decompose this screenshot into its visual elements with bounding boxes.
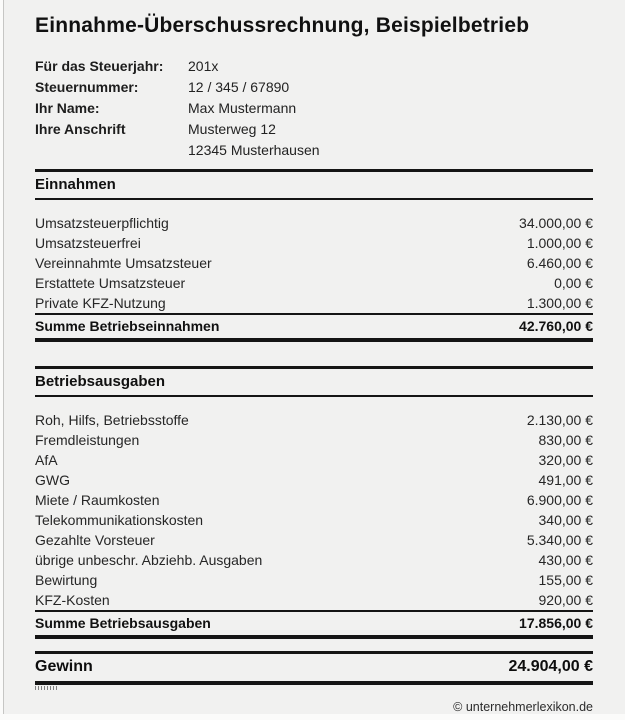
income-row-amount: 0,00 € <box>554 275 593 291</box>
bottom-margin-strip <box>0 714 625 720</box>
expense-total-underline <box>35 635 593 639</box>
profit-underline <box>35 681 593 685</box>
expense-total-label: Summe Betriebsausgaben <box>35 615 211 631</box>
income-row-amount: 1.300,00 € <box>526 295 593 311</box>
meta-value: Max Mustermann <box>188 100 297 116</box>
expense-row <box>35 530 593 550</box>
income-row-amount: 6.460,00 € <box>526 255 593 271</box>
document-sheet <box>3 0 625 714</box>
meta-value: 12345 Musterhausen <box>188 142 320 158</box>
page-title: Einnahme-Überschussrechnung, Beispielbetrieb <box>35 14 530 37</box>
income-total-row <box>35 313 593 338</box>
expense-row-label: Gezahlte Vorsteuer <box>35 532 155 548</box>
meta-label <box>35 140 188 161</box>
meta-label: Ihr Name: <box>35 100 100 116</box>
expense-row-amount: 430,00 € <box>538 552 593 568</box>
meta-value: 201x <box>188 58 219 74</box>
profit-label: Gewinn <box>35 658 93 675</box>
meta-row <box>35 56 593 77</box>
expense-row-amount: 320,00 € <box>538 452 593 468</box>
expense-row-label: Miete / Raumkosten <box>35 492 160 508</box>
expense-rows <box>35 410 593 610</box>
meta-row <box>35 140 593 161</box>
expense-row-label: Roh, Hilfs, Betriebsstoffe <box>35 412 189 428</box>
expense-row <box>35 570 593 590</box>
income-row-amount: 1.000,00 € <box>526 235 593 251</box>
expense-total-amount: 17.856,00 € <box>519 615 593 631</box>
meta-value: 12 / 345 / 67890 <box>188 79 290 95</box>
income-row <box>35 273 593 293</box>
expense-row-amount: 5.340,00 € <box>526 532 593 548</box>
expense-row <box>35 470 593 490</box>
meta-label: Ihre Anschrift <box>35 121 126 137</box>
copyright-footer: © unternehmerlexikon.de <box>453 700 593 714</box>
document-content <box>4 0 625 715</box>
expense-row-label: Bewirtung <box>35 572 98 588</box>
expense-row <box>35 550 593 570</box>
expense-row-label: übrige unbeschr. Abziehb. Ausgaben <box>35 552 263 568</box>
expense-row <box>35 590 593 610</box>
expense-row <box>35 450 593 470</box>
income-total-amount: 42.760,00 € <box>519 318 593 334</box>
meta-label: Steuernummer: <box>35 79 139 95</box>
expense-row-amount: 155,00 € <box>538 572 593 588</box>
meta-row <box>35 77 593 98</box>
income-row-label: Private KFZ-Nutzung <box>35 295 166 311</box>
income-rows <box>35 213 593 313</box>
expense-row-label: KFZ-Kosten <box>35 592 110 608</box>
expense-section <box>35 366 593 639</box>
income-row-label: Umsatzsteuerpflichtig <box>35 215 169 231</box>
profit-block <box>35 651 593 690</box>
income-section <box>35 169 593 342</box>
income-row <box>35 233 593 253</box>
income-row-label: Umsatzsteuerfrei <box>35 235 141 251</box>
expense-section-heading: Betriebsausgaben <box>35 366 593 397</box>
taxpayer-info-block <box>35 56 593 161</box>
expense-row-amount: 340,00 € <box>538 512 593 528</box>
income-section-heading: Einnahmen <box>35 169 593 200</box>
income-total-label: Summe Betriebseinnahmen <box>35 318 220 334</box>
expense-row <box>35 490 593 510</box>
expense-total-row <box>35 610 593 635</box>
meta-row <box>35 98 593 119</box>
expense-row-label: GWG <box>35 472 70 488</box>
expense-row-label: Telekommunikationskosten <box>35 512 204 528</box>
tiny-print-artifact <box>35 686 57 690</box>
expense-row-amount: 491,00 € <box>538 472 593 488</box>
meta-label: Für das Steuerjahr: <box>35 58 164 74</box>
income-row <box>35 293 593 313</box>
income-row <box>35 253 593 273</box>
expense-row-label: Fremdleistungen <box>35 432 140 448</box>
expense-row <box>35 510 593 530</box>
income-row-amount: 34.000,00 € <box>519 215 593 231</box>
expense-row <box>35 410 593 430</box>
expense-row-label: AfA <box>35 452 58 468</box>
income-row-label: Erstattete Umsatzsteuer <box>35 275 186 291</box>
expense-row-amount: 2.130,00 € <box>526 412 593 428</box>
meta-value: Musterweg 12 <box>188 121 276 137</box>
income-row-label: Vereinnahmte Umsatzsteuer <box>35 255 212 271</box>
expense-row-amount: 830,00 € <box>538 432 593 448</box>
profit-amount: 24.904,00 € <box>508 658 593 675</box>
expense-row <box>35 430 593 450</box>
income-row <box>35 213 593 233</box>
expense-row-amount: 6.900,00 € <box>526 492 593 508</box>
meta-row <box>35 119 593 140</box>
section-spacer <box>35 342 593 358</box>
expense-row-amount: 920,00 € <box>538 592 593 608</box>
profit-row <box>35 654 593 681</box>
